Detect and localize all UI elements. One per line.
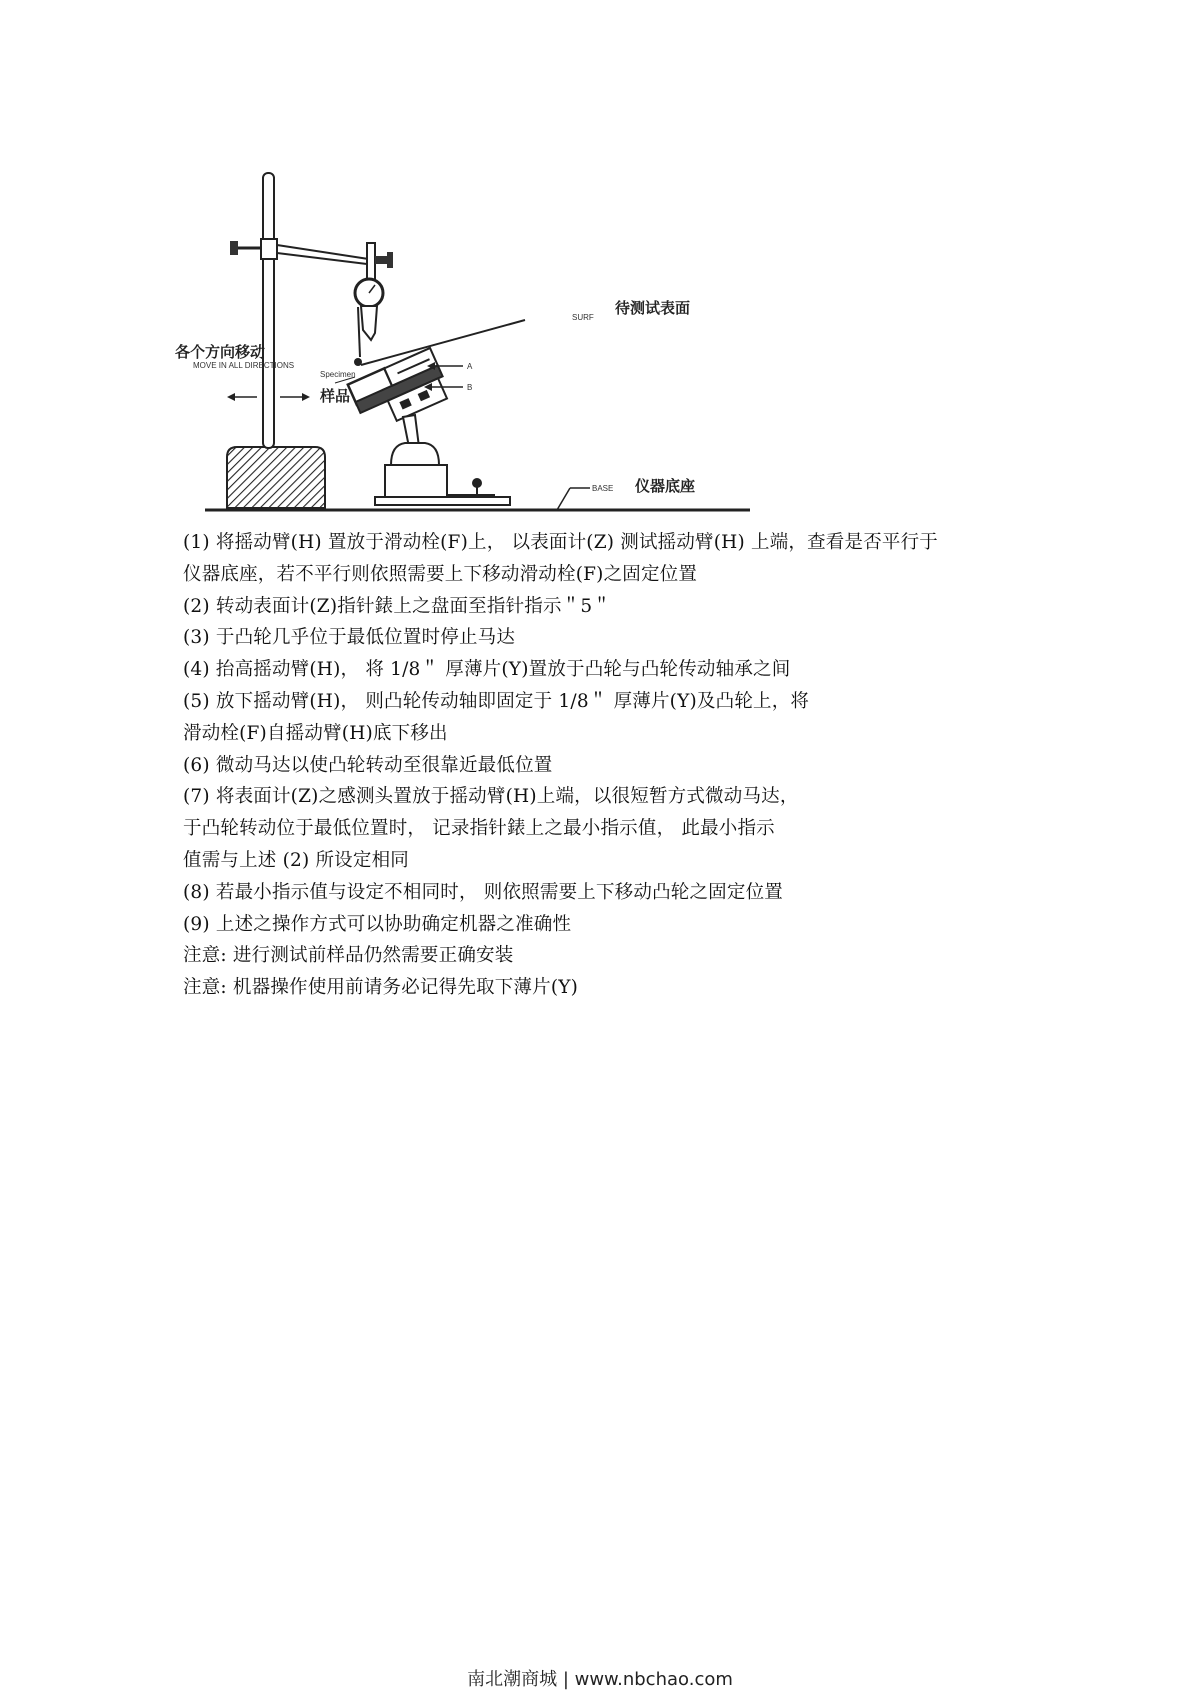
step-line: (1) 将摇动臂(H) 置放于滑动栓(F)上， 以表面计(Z) 测试摇动臂(H) 上端，查看是否平行于 — [183, 532, 939, 553]
step-line: 仪器底座，若不平行则依照需要上下移动滑动栓(F)之固定位置 — [183, 563, 698, 585]
base-pointer — [557, 488, 590, 510]
label-surf-en: SURF — [572, 313, 594, 322]
pedestal — [375, 443, 510, 505]
label-base-cn: 仪器底座 — [635, 477, 696, 495]
step-line: (6) 微动马达以使凸轮转动至很靠近最低位置 — [183, 754, 553, 776]
apparatus-diagram — [175, 165, 755, 520]
step-line: (4) 抬高摇动臂(H)， 将 1/8＂ 厚薄片(Y)置放于凸轮与凸轮传动轴承之间 — [183, 659, 791, 681]
dial-gauge — [354, 279, 383, 366]
step-line: 滑动栓(F)自摇动臂(H)底下移出 — [183, 722, 448, 744]
step-line: (5) 放下摇动臂(H)， 则凸轮传动轴即固定于 1/8＂ 厚薄片(Y)及凸轮上，将 — [183, 690, 810, 712]
surf-pointer — [361, 320, 525, 365]
clamp-arm — [230, 239, 375, 265]
label-specimen-cn: 样品 — [320, 387, 351, 405]
label-move-en: MOVE IN ALL DIRECTIONS — [193, 361, 295, 370]
label-surface-cn: 待测试表面 — [615, 299, 691, 317]
step-line: (9) 上述之操作方式可以协助确定机器之准确性 — [183, 913, 572, 935]
label-specimen-en: Specimen — [320, 370, 356, 379]
step-line: (2) 转动表面计(Z)指针錶上之盘面至指针指示＂5＂ — [183, 595, 612, 617]
stand-base-block — [227, 447, 325, 508]
instruction-steps — [183, 527, 1063, 1004]
specimen-table — [348, 348, 452, 433]
label-base-en: BASE — [592, 484, 614, 493]
note-line: 注意: 进行测试前样品仍然需要正确安装 — [183, 945, 514, 967]
step-line: (3) 于凸轮几乎位于最低位置时停止马达 — [183, 627, 516, 649]
step-line: 于凸轮转动位于最低位置时， 记录指针錶上之最小指示值， 此最小指示 — [183, 818, 775, 840]
label-b: B — [467, 383, 473, 392]
dial-holder — [367, 243, 393, 283]
apparatus-svg — [175, 165, 755, 520]
step-line: (7) 将表面计(Z)之感测头置放于摇动臂(H)上端，以很短暂方式微动马达， — [183, 786, 799, 808]
vertical-rod — [263, 173, 274, 448]
note-line: 注意: 机器操作使用前请务必记得先取下薄片(Y) — [183, 977, 579, 999]
step-line: 值需与上述 (2) 所设定相同 — [183, 849, 409, 871]
step-line: (8) 若最小指示值与设定不相同时， 则依照需要上下移动凸轮之固定位置 — [183, 881, 783, 903]
label-a: A — [467, 362, 473, 371]
footer-site-link[interactable]: 南北潮商城 | www.nbchao.com — [467, 1669, 733, 1690]
label-move-cn: 各个方向移动 — [175, 343, 266, 361]
